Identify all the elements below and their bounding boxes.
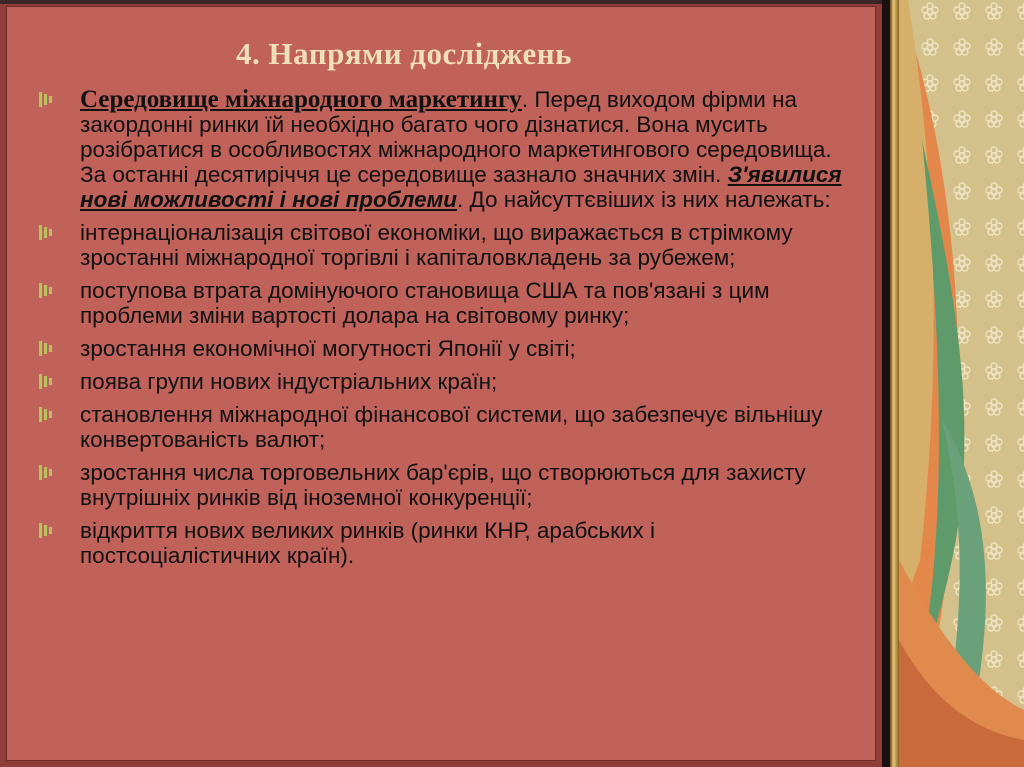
bullet-icon bbox=[38, 464, 54, 481]
bullet-icon bbox=[38, 340, 54, 357]
list-item-text: зростання числа торговельних бар'єрів, що створюються для захисту внутрішніх ринків від іноземної конкуренції; bbox=[80, 460, 806, 510]
bullet-icon bbox=[38, 373, 54, 390]
bullet-icon bbox=[38, 282, 54, 299]
intro-text-2: . До найсуттєвіших із них належать: bbox=[457, 187, 831, 212]
list-item-text: відкриття нових великих ринків (ринки КНР, арабських і постсоціалістичних країн). bbox=[80, 518, 655, 568]
decorative-border bbox=[882, 0, 1024, 767]
intro-text-1: . Перед виходом фірми на закордонні ринки їй необхідно багато чого дізнатися. Вона мусить розібратися в особливостях міжнародного маркетингового середовища. За останні десятиріччя це середовище зазнало значних змін. bbox=[80, 87, 832, 187]
list-item-text: становлення міжнародної фінансової системи, що забезпечує вільнішу конвертованість валют; bbox=[80, 402, 823, 452]
list-item bbox=[38, 336, 858, 361]
list-item bbox=[38, 460, 858, 510]
list-item bbox=[38, 278, 858, 328]
list-item bbox=[38, 220, 858, 270]
intro-emphasis: З'явилися нові можливості і нові проблеми bbox=[80, 162, 842, 212]
bullet-icon bbox=[38, 224, 54, 241]
list-item-text: зростання економічної могутності Японії у світі; bbox=[80, 336, 576, 361]
list-item bbox=[38, 402, 858, 452]
intro-paragraph bbox=[38, 87, 858, 212]
intro-lead: Середовище міжнародного маркетингу bbox=[80, 86, 522, 113]
bullet-list bbox=[38, 87, 858, 568]
list-item-text: інтернаціоналізація світової економіки, що виражається в стрімкому зростанні міжнародної торгівлі і капіталовкладень за рубежем; bbox=[80, 220, 793, 270]
bullet-icon bbox=[38, 406, 54, 423]
list-item bbox=[38, 369, 858, 394]
list-item-text: поступова втрата домінуючого становища США та пов'язані з цим проблеми зміни вартості долара на світовому ринку; bbox=[80, 278, 770, 328]
list-item-text: поява групи нових індустріальних країн; bbox=[80, 369, 498, 394]
bullet-icon bbox=[38, 91, 54, 108]
bullet-icon bbox=[38, 522, 54, 539]
slide-title: 4. Напрями досліджень bbox=[236, 36, 573, 71]
list-item bbox=[38, 518, 858, 568]
